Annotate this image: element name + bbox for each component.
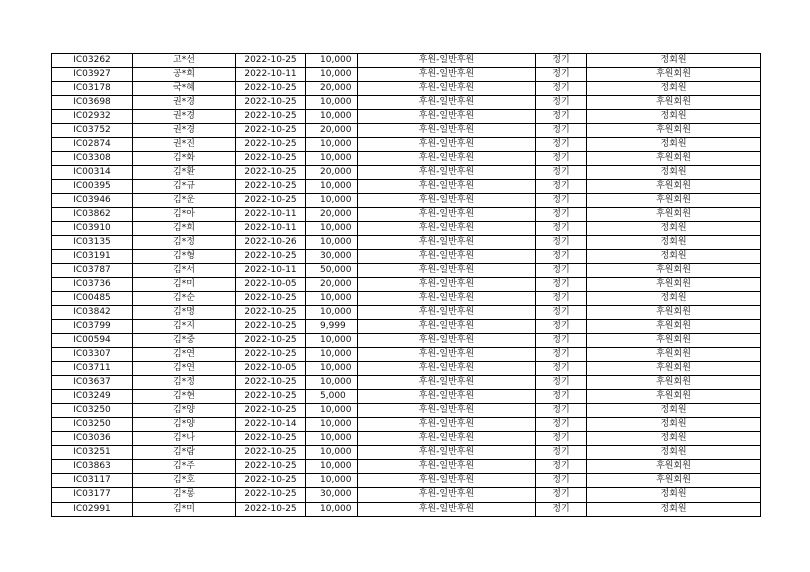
table-row: [52, 54, 761, 68]
cycle-cell: 정기: [536, 166, 587, 180]
table-row: [52, 418, 761, 432]
member-id-cell: IC02874: [52, 138, 133, 152]
table-row: [52, 222, 761, 236]
table-row: [52, 432, 761, 446]
donation-type-cell: 후원-일반후원: [358, 334, 536, 348]
date-cell: 2022-10-25: [236, 432, 306, 446]
name-cell: 김*순: [133, 292, 236, 306]
table-row: [52, 96, 761, 110]
name-cell: 김*화: [133, 152, 236, 166]
amount-cell: 20,000: [306, 166, 358, 180]
table-row: [52, 404, 761, 418]
donation-type-cell: 후원-일반후원: [358, 348, 536, 362]
cycle-cell: 정기: [536, 68, 587, 82]
cycle-cell: 정기: [536, 404, 587, 418]
name-cell: 김*호: [133, 474, 236, 488]
name-cell: 김*람: [133, 446, 236, 460]
donation-type-cell: 후원-일반후원: [358, 278, 536, 292]
table-row: [52, 208, 761, 222]
donation-type-cell: 후원-일반후원: [358, 180, 536, 194]
member-id-cell: IC03910: [52, 222, 133, 236]
amount-cell: 10,000: [306, 376, 358, 390]
name-cell: 권*경: [133, 96, 236, 110]
membership-cell: 정회원: [587, 502, 761, 516]
cycle-cell: 정기: [536, 222, 587, 236]
donation-type-cell: 후원-일반후원: [358, 404, 536, 418]
member-id-cell: IC03308: [52, 152, 133, 166]
table-row: [52, 376, 761, 390]
table-row: [52, 502, 761, 516]
membership-cell: 정회원: [587, 404, 761, 418]
cycle-cell: 정기: [536, 110, 587, 124]
donation-table: [51, 53, 761, 517]
name-cell: 김*연: [133, 362, 236, 376]
table-row: [52, 320, 761, 334]
table-row: [52, 292, 761, 306]
member-id-cell: IC03842: [52, 306, 133, 320]
donation-type-cell: 후원-일반후원: [358, 320, 536, 334]
amount-cell: 10,000: [306, 502, 358, 516]
table-row: [52, 180, 761, 194]
cycle-cell: 정기: [536, 474, 587, 488]
donation-type-cell: 후원-일반후원: [358, 138, 536, 152]
name-cell: 김*아: [133, 208, 236, 222]
name-cell: 김*주: [133, 460, 236, 474]
date-cell: 2022-10-25: [236, 446, 306, 460]
member-id-cell: IC03863: [52, 460, 133, 474]
membership-cell: 정회원: [587, 236, 761, 250]
table-row: [52, 124, 761, 138]
donation-type-cell: 후원-일반후원: [358, 236, 536, 250]
donation-type-cell: 후원-일반후원: [358, 96, 536, 110]
cycle-cell: 정기: [536, 54, 587, 68]
date-cell: 2022-10-25: [236, 334, 306, 348]
membership-cell: 정회원: [587, 54, 761, 68]
amount-cell: 10,000: [306, 404, 358, 418]
date-cell: 2022-10-25: [236, 194, 306, 208]
membership-cell: 정회원: [587, 432, 761, 446]
donation-type-cell: 후원-일반후원: [358, 502, 536, 516]
table-row: [52, 334, 761, 348]
amount-cell: 50,000: [306, 264, 358, 278]
donation-type-cell: 후원-일반후원: [358, 82, 536, 96]
cycle-cell: 정기: [536, 194, 587, 208]
date-cell: 2022-10-25: [236, 138, 306, 152]
cycle-cell: 정기: [536, 208, 587, 222]
name-cell: 김*중: [133, 334, 236, 348]
date-cell: 2022-10-25: [236, 292, 306, 306]
table-row: [52, 264, 761, 278]
date-cell: 2022-10-25: [236, 376, 306, 390]
member-id-cell: IC03250: [52, 418, 133, 432]
date-cell: 2022-10-25: [236, 474, 306, 488]
name-cell: 국*혜: [133, 82, 236, 96]
cycle-cell: 정기: [536, 124, 587, 138]
amount-cell: 5,000: [306, 390, 358, 404]
table-row: [52, 362, 761, 376]
donation-type-cell: 후원-일반후원: [358, 222, 536, 236]
membership-cell: 후원회원: [587, 390, 761, 404]
cycle-cell: 정기: [536, 292, 587, 306]
cycle-cell: 정기: [536, 488, 587, 502]
member-id-cell: IC00485: [52, 292, 133, 306]
table-body: [52, 54, 761, 517]
date-cell: 2022-10-25: [236, 488, 306, 502]
date-cell: 2022-10-14: [236, 418, 306, 432]
cycle-cell: 정기: [536, 180, 587, 194]
name-cell: 김*연: [133, 348, 236, 362]
donation-type-cell: 후원-일반후원: [358, 250, 536, 264]
amount-cell: 10,000: [306, 292, 358, 306]
donation-type-cell: 후원-일반후원: [358, 292, 536, 306]
cycle-cell: 정기: [536, 278, 587, 292]
date-cell: 2022-10-11: [236, 208, 306, 222]
amount-cell: 10,000: [306, 348, 358, 362]
table-row: [52, 82, 761, 96]
date-cell: 2022-10-25: [236, 404, 306, 418]
member-id-cell: IC03698: [52, 96, 133, 110]
donation-type-cell: 후원-일반후원: [358, 194, 536, 208]
membership-cell: 후원회원: [587, 460, 761, 474]
table-row: [52, 446, 761, 460]
date-cell: 2022-10-11: [236, 222, 306, 236]
date-cell: 2022-10-25: [236, 502, 306, 516]
table-row: [52, 138, 761, 152]
name-cell: 김*정: [133, 376, 236, 390]
date-cell: 2022-10-25: [236, 250, 306, 264]
member-id-cell: IC03799: [52, 320, 133, 334]
donation-type-cell: 후원-일반후원: [358, 432, 536, 446]
cycle-cell: 정기: [536, 152, 587, 166]
date-cell: 2022-10-25: [236, 110, 306, 124]
cycle-cell: 정기: [536, 460, 587, 474]
table-row: [52, 348, 761, 362]
membership-cell: 후원회원: [587, 348, 761, 362]
amount-cell: 10,000: [306, 180, 358, 194]
cycle-cell: 정기: [536, 432, 587, 446]
amount-cell: 10,000: [306, 334, 358, 348]
name-cell: 김*규: [133, 180, 236, 194]
membership-cell: 후원회원: [587, 474, 761, 488]
cycle-cell: 정기: [536, 418, 587, 432]
member-id-cell: IC03787: [52, 264, 133, 278]
membership-cell: 후원회원: [587, 152, 761, 166]
table-row: [52, 194, 761, 208]
membership-cell: 후원회원: [587, 376, 761, 390]
membership-cell: 후원회원: [587, 124, 761, 138]
membership-cell: 후원회원: [587, 208, 761, 222]
amount-cell: 10,000: [306, 446, 358, 460]
membership-cell: 후원회원: [587, 194, 761, 208]
cycle-cell: 정기: [536, 82, 587, 96]
name-cell: 김*미: [133, 278, 236, 292]
table-row: [52, 166, 761, 180]
membership-cell: 후원회원: [587, 362, 761, 376]
membership-cell: 정회원: [587, 138, 761, 152]
name-cell: 김*운: [133, 194, 236, 208]
member-id-cell: IC02932: [52, 110, 133, 124]
membership-cell: 정회원: [587, 166, 761, 180]
date-cell: 2022-10-25: [236, 96, 306, 110]
amount-cell: 20,000: [306, 124, 358, 138]
table-row: [52, 152, 761, 166]
amount-cell: 10,000: [306, 432, 358, 446]
membership-cell: 후원회원: [587, 278, 761, 292]
amount-cell: 10,000: [306, 418, 358, 432]
date-cell: 2022-10-25: [236, 152, 306, 166]
donation-type-cell: 후원-일반후원: [358, 418, 536, 432]
membership-cell: 후원회원: [587, 264, 761, 278]
amount-cell: 10,000: [306, 362, 358, 376]
member-id-cell: IC03927: [52, 68, 133, 82]
date-cell: 2022-10-11: [236, 68, 306, 82]
table-row: [52, 488, 761, 502]
date-cell: 2022-10-25: [236, 320, 306, 334]
date-cell: 2022-10-25: [236, 348, 306, 362]
cycle-cell: 정기: [536, 96, 587, 110]
member-id-cell: IC03637: [52, 376, 133, 390]
date-cell: 2022-10-25: [236, 82, 306, 96]
amount-cell: 10,000: [306, 460, 358, 474]
amount-cell: 10,000: [306, 474, 358, 488]
date-cell: 2022-10-05: [236, 362, 306, 376]
member-id-cell: IC03307: [52, 348, 133, 362]
name-cell: 공*희: [133, 68, 236, 82]
membership-cell: 후원회원: [587, 96, 761, 110]
member-id-cell: IC03251: [52, 446, 133, 460]
amount-cell: 10,000: [306, 306, 358, 320]
date-cell: 2022-10-25: [236, 54, 306, 68]
table-row: [52, 306, 761, 320]
membership-cell: 정회원: [587, 446, 761, 460]
member-id-cell: IC03117: [52, 474, 133, 488]
date-cell: 2022-10-25: [236, 460, 306, 474]
donation-type-cell: 후원-일반후원: [358, 264, 536, 278]
name-cell: 김*서: [133, 264, 236, 278]
date-cell: 2022-10-26: [236, 236, 306, 250]
amount-cell: 10,000: [306, 222, 358, 236]
cycle-cell: 정기: [536, 348, 587, 362]
member-id-cell: IC03191: [52, 250, 133, 264]
donation-type-cell: 후원-일반후원: [358, 68, 536, 82]
table-row: [52, 110, 761, 124]
date-cell: 2022-10-25: [236, 166, 306, 180]
amount-cell: 30,000: [306, 488, 358, 502]
donation-type-cell: 후원-일반후원: [358, 390, 536, 404]
name-cell: 김*희: [133, 222, 236, 236]
name-cell: 김*양: [133, 404, 236, 418]
table-row: [52, 236, 761, 250]
membership-cell: 후원회원: [587, 320, 761, 334]
cycle-cell: 정기: [536, 264, 587, 278]
date-cell: 2022-10-05: [236, 278, 306, 292]
membership-cell: 정회원: [587, 292, 761, 306]
date-cell: 2022-10-25: [236, 306, 306, 320]
donation-type-cell: 후원-일반후원: [358, 474, 536, 488]
cycle-cell: 정기: [536, 334, 587, 348]
member-id-cell: IC03250: [52, 404, 133, 418]
membership-cell: 정회원: [587, 110, 761, 124]
cycle-cell: 정기: [536, 138, 587, 152]
donation-type-cell: 후원-일반후원: [358, 208, 536, 222]
member-id-cell: IC03249: [52, 390, 133, 404]
amount-cell: 20,000: [306, 82, 358, 96]
name-cell: 김*미: [133, 502, 236, 516]
cycle-cell: 정기: [536, 502, 587, 516]
date-cell: 2022-10-11: [236, 264, 306, 278]
member-id-cell: IC03178: [52, 82, 133, 96]
donation-type-cell: 후원-일반후원: [358, 488, 536, 502]
member-id-cell: IC03177: [52, 488, 133, 502]
amount-cell: 10,000: [306, 68, 358, 82]
member-id-cell: IC00594: [52, 334, 133, 348]
member-id-cell: IC00314: [52, 166, 133, 180]
cycle-cell: 정기: [536, 306, 587, 320]
membership-cell: 후원회원: [587, 180, 761, 194]
name-cell: 김*환: [133, 166, 236, 180]
donation-type-cell: 후원-일반후원: [358, 54, 536, 68]
date-cell: 2022-10-25: [236, 390, 306, 404]
cycle-cell: 정기: [536, 376, 587, 390]
member-id-cell: IC02991: [52, 502, 133, 516]
name-cell: 권*경: [133, 110, 236, 124]
member-id-cell: IC03752: [52, 124, 133, 138]
name-cell: 김*나: [133, 432, 236, 446]
donation-type-cell: 후원-일반후원: [358, 152, 536, 166]
amount-cell: 10,000: [306, 236, 358, 250]
amount-cell: 10,000: [306, 152, 358, 166]
member-id-cell: IC03262: [52, 54, 133, 68]
member-id-cell: IC03036: [52, 432, 133, 446]
amount-cell: 10,000: [306, 110, 358, 124]
donation-type-cell: 후원-일반후원: [358, 110, 536, 124]
cycle-cell: 정기: [536, 236, 587, 250]
amount-cell: 10,000: [306, 194, 358, 208]
cycle-cell: 정기: [536, 362, 587, 376]
name-cell: 김*롱: [133, 488, 236, 502]
cycle-cell: 정기: [536, 320, 587, 334]
table-row: [52, 390, 761, 404]
amount-cell: 9,999: [306, 320, 358, 334]
member-id-cell: IC00395: [52, 180, 133, 194]
donation-type-cell: 후원-일반후원: [358, 376, 536, 390]
name-cell: 권*진: [133, 138, 236, 152]
amount-cell: 20,000: [306, 208, 358, 222]
amount-cell: 10,000: [306, 54, 358, 68]
amount-cell: 20,000: [306, 278, 358, 292]
donation-type-cell: 후원-일반후원: [358, 362, 536, 376]
amount-cell: 30,000: [306, 250, 358, 264]
cycle-cell: 정기: [536, 250, 587, 264]
donation-type-cell: 후원-일반후원: [358, 460, 536, 474]
amount-cell: 10,000: [306, 138, 358, 152]
member-id-cell: IC03736: [52, 278, 133, 292]
name-cell: 김*형: [133, 250, 236, 264]
name-cell: 고*선: [133, 54, 236, 68]
cycle-cell: 정기: [536, 390, 587, 404]
member-id-cell: IC03946: [52, 194, 133, 208]
name-cell: 권*경: [133, 124, 236, 138]
amount-cell: 10,000: [306, 96, 358, 110]
member-id-cell: IC03862: [52, 208, 133, 222]
membership-cell: 후원회원: [587, 306, 761, 320]
name-cell: 김*명: [133, 306, 236, 320]
name-cell: 김*지: [133, 320, 236, 334]
member-id-cell: IC03135: [52, 236, 133, 250]
donation-type-cell: 후원-일반후원: [358, 166, 536, 180]
table-row: [52, 68, 761, 82]
member-id-cell: IC03711: [52, 362, 133, 376]
table-row: [52, 278, 761, 292]
membership-cell: 정회원: [587, 418, 761, 432]
membership-cell: 정회원: [587, 222, 761, 236]
name-cell: 김*현: [133, 390, 236, 404]
date-cell: 2022-10-25: [236, 180, 306, 194]
name-cell: 김*양: [133, 418, 236, 432]
membership-cell: 정회원: [587, 250, 761, 264]
membership-cell: 정회원: [587, 82, 761, 96]
table-row: [52, 474, 761, 488]
table-row: [52, 460, 761, 474]
donation-type-cell: 후원-일반후원: [358, 306, 536, 320]
table-row: [52, 250, 761, 264]
membership-cell: 후원회원: [587, 68, 761, 82]
date-cell: 2022-10-25: [236, 124, 306, 138]
membership-cell: 후원회원: [587, 334, 761, 348]
membership-cell: 정회원: [587, 488, 761, 502]
donation-type-cell: 후원-일반후원: [358, 124, 536, 138]
cycle-cell: 정기: [536, 446, 587, 460]
name-cell: 김*정: [133, 236, 236, 250]
donation-type-cell: 후원-일반후원: [358, 446, 536, 460]
